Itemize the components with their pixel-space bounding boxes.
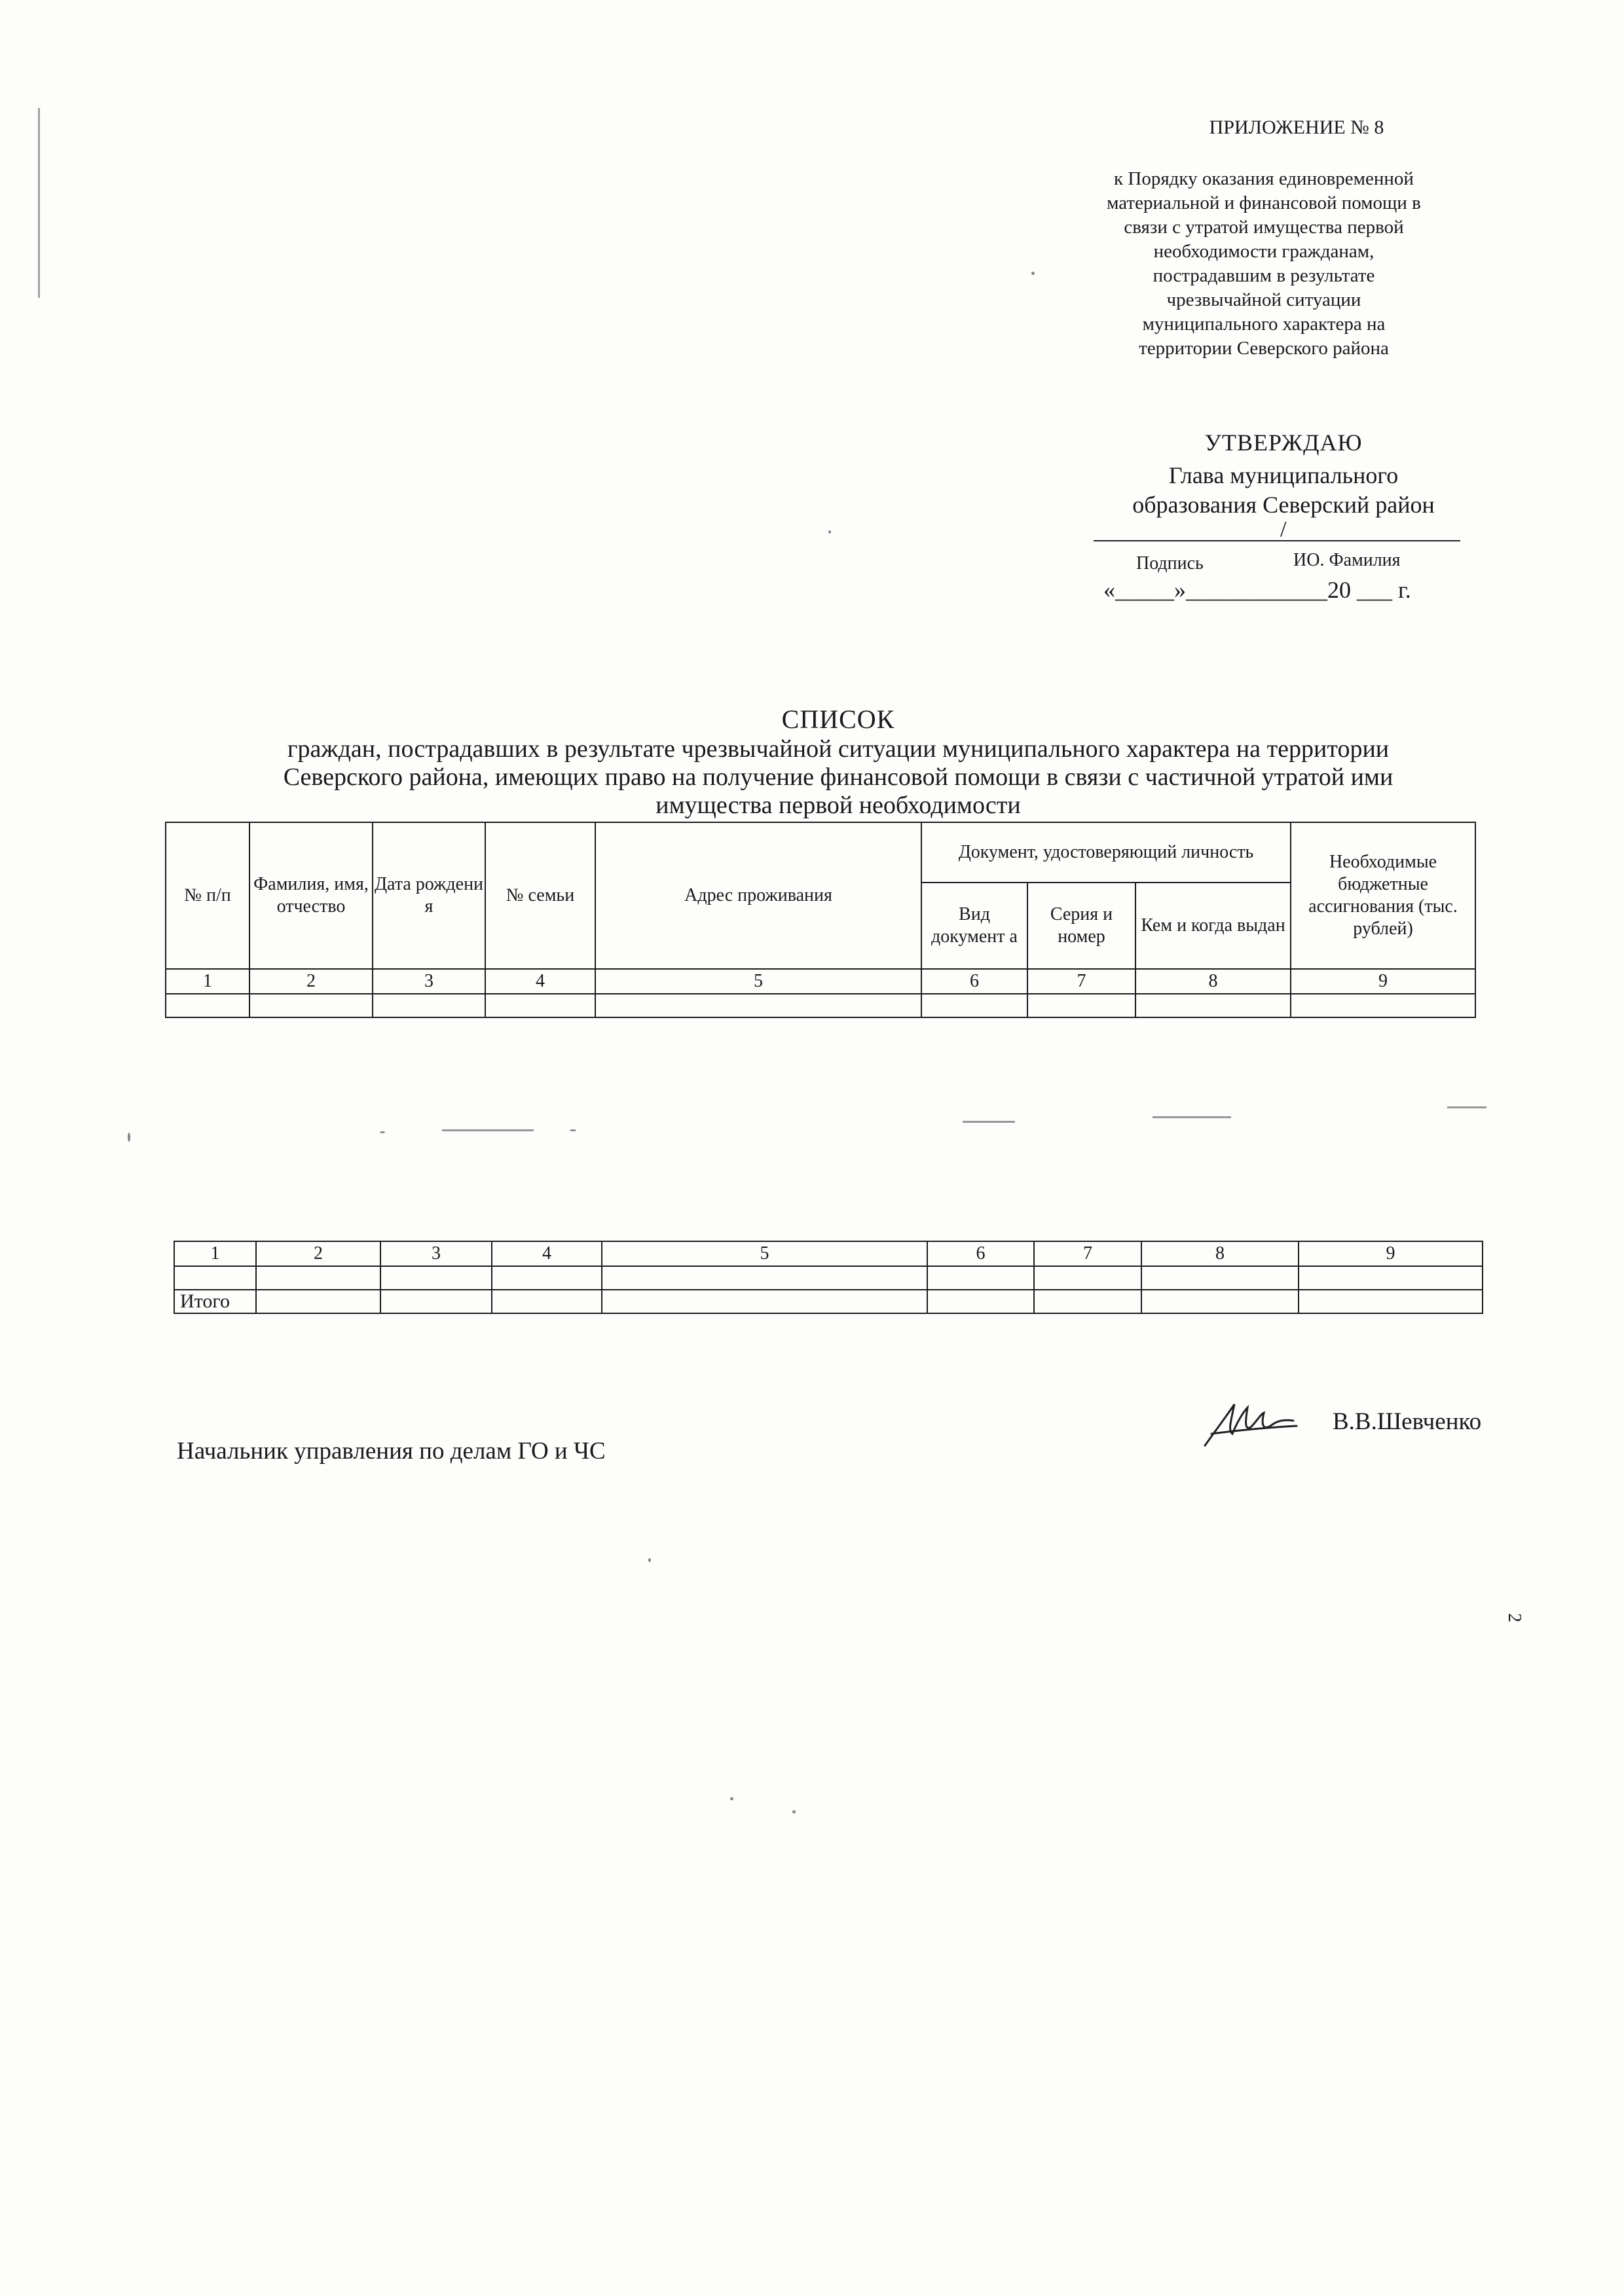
column-number: 1 [174,1241,256,1266]
list-subtitle-line-3: имущества первой необходимости [655,792,1021,819]
list-subtitle-line-2: Северского района, имеющих право на получение финансовой помощи в связи с частичной утратой ими [283,763,1393,791]
scan-speck [648,1558,651,1562]
column-number: 5 [602,1241,927,1266]
scan-speck [380,1131,385,1133]
total-label: Итого [174,1290,256,1313]
signatory-position: Начальник управления по делам ГО и ЧС [177,1438,606,1465]
signature-label: Подпись [1136,553,1204,574]
table-cell [1135,994,1291,1017]
table-cell [927,1266,1034,1290]
column-number: 8 [1135,969,1291,994]
header-document: Документ, удостоверяющий личность [921,822,1291,883]
table-cell [602,1266,927,1290]
scan-speck [570,1129,576,1131]
scan-speck [128,1133,130,1142]
table-cell [595,994,921,1017]
table-cell [256,1290,380,1313]
page-number: 2 [1504,1613,1524,1622]
table-cell [1034,1290,1141,1313]
column-number: 2 [256,1241,380,1266]
scan-dash [1447,1106,1486,1108]
approval-title: УТВЕРЖДАЮ [1204,429,1363,456]
column-number: 5 [595,969,921,994]
table-cell [492,1266,602,1290]
column-number: 8 [1141,1241,1299,1266]
table-cell [927,1290,1034,1313]
header-doc-type: Вид документ а [921,883,1027,969]
name-label: ИО. Фамилия [1293,550,1401,570]
scan-dash [1153,1116,1231,1118]
header-series: Серия и номер [1027,883,1135,969]
column-number: 7 [1027,969,1135,994]
annex-line: связи с утратой имущества первой [1124,217,1404,238]
annex-body [1061,167,1467,361]
annex-title: ПРИЛОЖЕНИЕ № 8 [1209,117,1384,138]
scan-speck [828,530,831,534]
column-number: 2 [249,969,373,994]
table-cell [380,1266,492,1290]
signature-line [1094,540,1460,541]
table-cell [485,994,595,1017]
table-cell [1141,1290,1299,1313]
annex-line: материальной и финансовой помощи в [1107,192,1421,213]
scan-margin-line [38,108,40,298]
column-number: 6 [927,1241,1034,1266]
table-cell [380,1290,492,1313]
table-cell [256,1266,380,1290]
column-number: 3 [373,969,485,994]
annex-line: к Порядку оказания единовременной [1114,168,1414,189]
header-family: № семьи [485,822,595,969]
table-cell [166,994,249,1017]
table-cell [602,1290,927,1313]
table-cell [174,1266,256,1290]
annex-line: муниципального характера на [1142,314,1386,335]
header-num: № п/п [166,822,249,969]
date-line: «_____»____________20 ___ г. [1103,577,1411,603]
table-cell [373,994,485,1017]
column-number: 9 [1299,1241,1483,1266]
signatory-name: В.В.Шевченко [1333,1408,1482,1435]
totals-table [174,1241,1483,1314]
total-row [174,1290,1483,1313]
citizens-table [165,822,1476,1018]
scan-speck [1031,272,1035,275]
approval-line-2: образования Северский район [1132,492,1435,518]
table-row [166,994,1475,1017]
annex-line: чрезвычайной ситуации [1166,289,1361,310]
column-number: 1 [166,969,249,994]
table-cell [492,1290,602,1313]
table-cell [1027,994,1135,1017]
approval-line-1: Глава муниципального [1168,462,1399,488]
list-title: СПИСОК [781,704,895,734]
list-subtitle-line-1: граждан, пострадавших в результате чрезвычайной ситуации муниципального характера на территории [287,735,1390,763]
scan-dash [963,1121,1015,1123]
annex-line: необходимости гражданам, [1153,241,1375,262]
column-number-row [174,1241,1483,1266]
table-cell [1141,1266,1299,1290]
scan-speck [730,1797,733,1800]
scan-dash [442,1129,534,1131]
table-cell [249,994,373,1017]
scan-speck [792,1810,796,1813]
column-number: 4 [485,969,595,994]
handwritten-signature [1198,1394,1303,1453]
column-number: 7 [1034,1241,1141,1266]
signature-slash: / [1280,517,1287,541]
column-number: 3 [380,1241,492,1266]
column-number: 9 [1291,969,1475,994]
header-address: Адрес проживания [595,822,921,969]
header-budget: Необходимые бюджетные ассигнования (тыс. рублей) [1291,822,1475,969]
annex-line: территории Северского района [1139,338,1389,359]
header-issued: Кем и когда выдан [1135,883,1291,969]
header-fio: Фамилия, имя, отчество [249,822,373,969]
header-dob: Дата рождени я [373,822,485,969]
table-cell [1034,1266,1141,1290]
table-cell [921,994,1027,1017]
table-cell [1299,1290,1483,1313]
table-cell [1299,1266,1483,1290]
table-cell [1291,994,1475,1017]
column-number: 6 [921,969,1027,994]
column-number: 4 [492,1241,602,1266]
annex-line: пострадавшим в результате [1153,265,1375,286]
table-row [174,1266,1483,1290]
column-number-row [166,969,1475,994]
